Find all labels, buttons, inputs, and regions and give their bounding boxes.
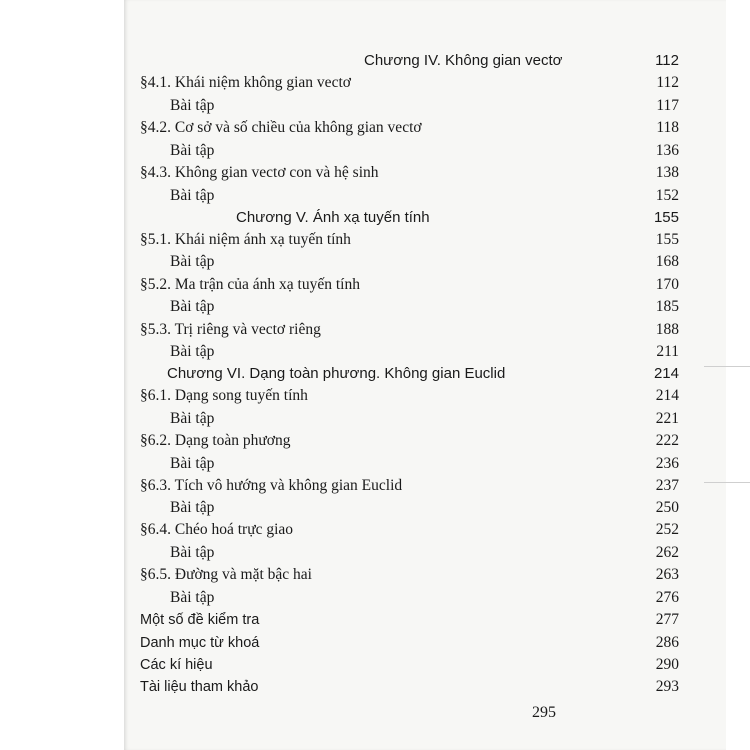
toc-chapter [364,50,679,72]
toc-page-number: 185 [655,298,679,315]
page-number: 295 [532,704,556,721]
toc-misc [140,676,679,698]
toc-label: Bài tập [170,455,215,472]
toc-label: §5.2. Ma trận của ánh xạ tuyến tính [140,276,360,293]
toc-exercise [170,408,679,430]
toc-exercise [170,542,679,564]
toc-label: Bài tập [170,343,215,360]
book-page [124,0,726,750]
toc-label: Một số đề kiểm tra [140,612,260,628]
divider [704,482,750,483]
toc-exercise [170,497,679,519]
toc-page-number: 136 [655,142,679,159]
toc-label: Chương V. Ánh xạ tuyến tính [236,209,430,226]
toc-section [140,564,679,586]
toc-label: Các kí hiệu [140,657,213,673]
toc-page-number: 250 [655,499,679,516]
toc-label: §4.3. Không gian vectơ con và hệ sinh [140,164,379,181]
toc-page-number: 221 [655,410,679,427]
toc-section [140,319,679,341]
toc-section [140,72,679,94]
toc-page-number: 155 [655,231,679,248]
toc-label: Bài tập [170,410,215,427]
toc-page-number: 276 [655,589,679,606]
toc-section [140,117,679,139]
toc-section [140,385,679,407]
toc-label: Bài tập [170,97,215,114]
toc-section [140,274,679,296]
toc-page-number: 277 [655,611,679,628]
toc-page-number: 286 [655,634,679,651]
toc-page-number: 263 [655,566,679,583]
toc-page-number: 237 [655,477,679,494]
toc-page-number: 168 [655,253,679,270]
toc-label: §4.2. Cơ sở và số chiều của không gian vectơ [140,119,422,136]
toc-label: §4.1. Khái niệm không gian vectơ [140,74,351,91]
toc-page-number: 214 [653,365,679,382]
toc-exercise [170,185,679,207]
divider [704,366,750,367]
toc-misc [140,654,679,676]
toc-label: §6.4. Chéo hoá trực giao [140,521,294,538]
toc-page-number: 118 [656,119,679,136]
toc-exercise [170,140,679,162]
toc-exercise [170,453,679,475]
toc-label: Bài tập [170,253,215,270]
toc-label: Danh mục từ khoá [140,635,260,651]
toc-page-number: 214 [655,387,679,404]
toc-label: Chương VI. Dạng toàn phương. Không gian Euclid [167,365,506,382]
toc-section [140,430,679,452]
toc-page-number: 252 [655,521,679,538]
toc-exercise [170,251,679,273]
toc-label: Bài tập [170,589,215,606]
toc-page-number: 211 [656,343,679,360]
toc-page-number: 236 [655,455,679,472]
toc-page-number: 262 [655,544,679,561]
toc-page-number: 293 [655,678,679,695]
toc-misc [140,632,679,654]
toc-label: §5.3. Trị riêng và vectơ riêng [140,321,321,338]
toc-page-number: 117 [656,97,679,114]
toc-misc [140,609,679,631]
toc-label: §6.2. Dạng toàn phương [140,432,291,449]
toc-page-number: 155 [653,209,679,226]
toc-label: Bài tập [170,499,215,516]
toc-label: Bài tập [170,187,215,204]
toc-section [140,475,679,497]
toc-chapter [236,207,679,229]
toc-chapter [167,363,679,385]
toc-label: Bài tập [170,298,215,315]
toc-label: Bài tập [170,544,215,561]
toc-section [140,519,679,541]
toc-label: §6.3. Tích vô hướng và không gian Euclid [140,477,403,494]
toc-page-number: 290 [655,656,679,673]
toc-label: Chương IV. Không gian vectơ [364,52,563,69]
toc-page-number: 188 [655,321,679,338]
toc-exercise [170,587,679,609]
toc-page-number: 222 [655,432,679,449]
toc-page-number: 112 [655,52,679,69]
toc-exercise [170,296,679,318]
toc-exercise [170,341,679,363]
toc-label: §6.5. Đường và mặt bậc hai [140,566,312,583]
toc-page-number: 112 [656,74,679,91]
toc-page-number: 152 [655,187,679,204]
toc-page-number: 138 [655,164,679,181]
toc-section [140,229,679,251]
toc-label: Tài liệu tham khảo [140,679,259,695]
toc-label: §6.1. Dạng song tuyến tính [140,387,308,404]
toc-label: Bài tập [170,142,215,159]
toc-exercise [170,95,679,117]
toc-label: §5.1. Khái niệm ánh xạ tuyến tính [140,231,351,248]
toc-page-number: 170 [655,276,679,293]
toc-section [140,162,679,184]
